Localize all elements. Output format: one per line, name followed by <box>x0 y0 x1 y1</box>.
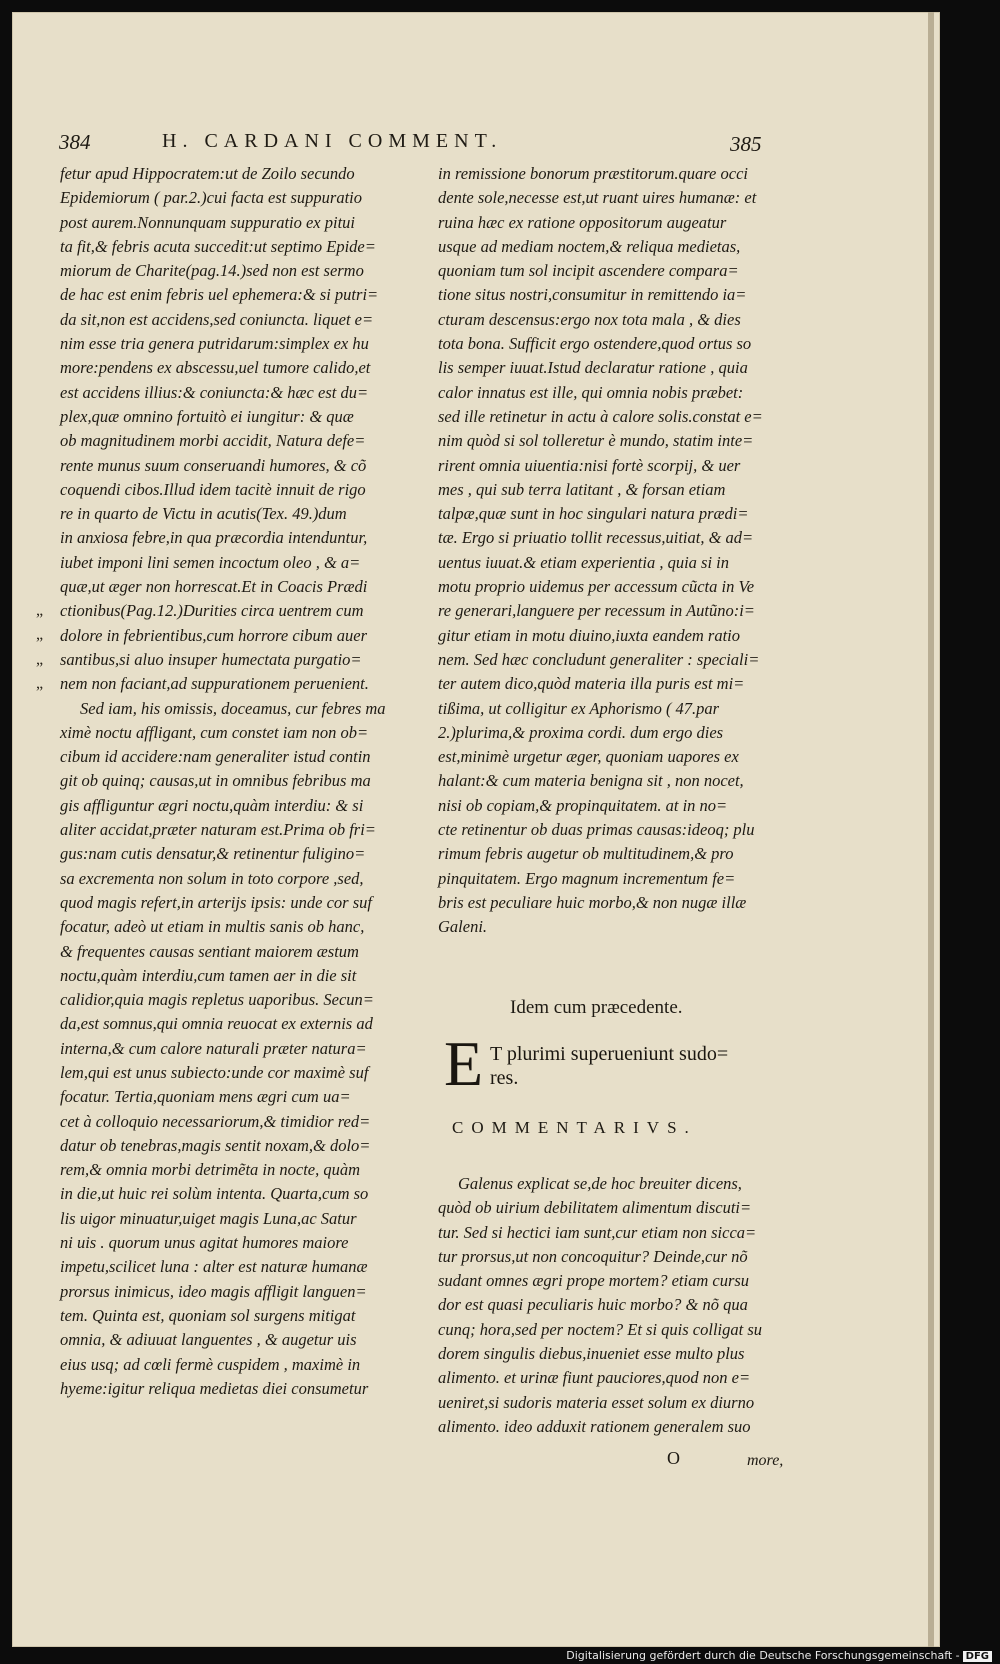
text-line: tur. Sed si hectici iam sunt,cur etiam non sicca= <box>438 1222 757 1242</box>
page-number-right: 385 <box>730 132 762 156</box>
book-page <box>12 12 940 1647</box>
catchword: more, <box>747 1452 784 1469</box>
text-line: fetur apud Hippocratem:ut de Zoilo secundo <box>60 164 355 183</box>
text-line: dor est quasi peculiaris huic morbo? & nõ qua <box>438 1295 748 1315</box>
text-line: ruina hæc ex ratione oppositorum augeatur <box>438 212 727 232</box>
text-line: plex,quæ omnino fortuitò ei iungitur: & quæ <box>60 406 354 426</box>
text-line: quòd ob uirium debilitatem alimentum discuti= <box>438 1198 752 1218</box>
text-line: nem. Sed hæc concludunt generaliter : speciali= <box>438 649 760 669</box>
text-line: rirent omnia uiuentia:nisi fortè scorpij, & uer <box>438 455 741 475</box>
text-line: talpæ,quæ sunt in hoc singulari natura prædi= <box>438 504 749 524</box>
text-line: interna,& cum calore naturali præter natura= <box>60 1038 367 1058</box>
left-text-column <box>60 162 412 1401</box>
text-line: tißima, ut colligitur ex Aphorismo ( 47.par <box>438 698 720 718</box>
text-line: post aurem.Nonnunquam suppuratio ex pitui <box>60 212 356 232</box>
text-line: rimum febris augetur ob multitudinem,& pro <box>438 844 734 864</box>
dfg-logo: DFG <box>963 1651 992 1662</box>
text-line: quoniam tum sol incipit ascendere compara= <box>438 261 739 281</box>
text-line: rente munus suum conseruandi humores, & cõ <box>60 455 367 475</box>
margin-mark: „ <box>36 602 44 619</box>
text-line: eius usq; ad cœli fermè cuspidem , maximè in <box>60 1354 361 1374</box>
text-line: est accidens illius:& coniuncta:& hæc est du= <box>60 382 369 402</box>
text-line: git ob quinq; causas,ut in omnibus febribus ma <box>60 771 371 791</box>
text-line: calor innatus est ille, qui omnia nobis præbet: <box>438 382 744 402</box>
text-line: cturam descensus:ergo nox tota mala , & dies <box>438 309 741 329</box>
text-line: santibus,si aluo insuper humectata purgatio= <box>60 649 362 669</box>
text-line: motu proprio uidemus per accessum cũcta in Ve <box>438 577 755 597</box>
text-line: da sit,non est accidens,sed coniuncta. liquet e= <box>60 309 374 329</box>
footer-credit <box>566 1649 992 1662</box>
text-line: calidior,quia magis repletus uaporibus. Secun= <box>60 990 374 1010</box>
text-line: nim esse tria genera putridarum:simplex ex hu <box>60 334 369 354</box>
text-line: rem,& omnia morbi detrimẽta in nocte, quàm <box>60 1160 361 1180</box>
text-line: dente sole,necesse est,ut ruant uires humanæ: et <box>438 188 757 208</box>
text-line: more:pendens ex abscessu,uel tumore calido,et <box>60 358 371 378</box>
text-line: focatur. Tertia,quoniam mens ægri cum ua= <box>60 1087 351 1107</box>
commentarius-heading: COMMENTARIVS. <box>452 1118 697 1137</box>
text-line: lem,qui est unus subiecto:unde cor maximè suf <box>60 1062 369 1082</box>
text-line: quod magis refert,in arterijs ipsis: unde cor suf <box>60 892 372 912</box>
text-line: halant:& cum materia benigna sit , non nocet, <box>438 771 744 791</box>
text-line: in die,ut huic rei solùm intenta. Quarta,cum so <box>60 1184 369 1204</box>
text-line: cibum id accidere:nam generaliter istud contin <box>60 747 371 767</box>
section-heading: Idem cum præcedente. <box>510 997 683 1018</box>
margin-mark: „ <box>36 626 44 644</box>
text-line: lis semper iuuat.Istud declaratur ratione , quia <box>438 358 748 378</box>
text-line: tione situs nostri,consumitur in remittendo ia= <box>438 285 747 305</box>
commentary-text-column <box>438 1172 798 1439</box>
text-line: de hac est enim febris uel ephemera:& si putri= <box>60 285 379 305</box>
text-line: usque ad mediam noctem,& reliqua medietas, <box>438 236 741 256</box>
text-line: alimento. et urinæ fiunt pauciores,quod non e= <box>438 1368 751 1388</box>
text-line: aliter accidat,præter naturam est.Prima ob fri= <box>60 820 376 840</box>
text-line: prorsus inimicus, ideo magis affligit languen= <box>60 1281 367 1301</box>
text-line: ni uis . quorum unus agitat humores maiore <box>60 1233 349 1253</box>
text-line: nisi ob copiam,& propinquitatem. at in no= <box>438 795 728 815</box>
text-line: Galenus explicat se,de hoc breuiter dicens, <box>458 1174 742 1193</box>
text-line: uentus iuuat.& etiam experientia , quia si in <box>438 552 730 572</box>
text-line: re in quarto de Victu in acutis(Tex. 49.)dum <box>60 504 347 524</box>
text-line: cte retinentur ob duas primas causas:ideoq; plu <box>438 820 755 840</box>
text-line: datur ob tenebras,magis sentit noxam,& dolo= <box>60 1135 371 1155</box>
text-line: nim quòd si sol tolleretur è mundo, statim inte= <box>438 431 754 451</box>
text-line: ximè noctu affligant, cum constet iam non ob= <box>60 722 369 742</box>
text-line: tæ. Ergo si priuatio tollit recessus,uitiat, & ad= <box>438 528 754 548</box>
text-line: miorum de Charite(pag.14.)sed non est sermo <box>60 261 364 281</box>
text-line: ctionibus(Pag.12.)Durities circa uentrem cum <box>60 601 364 621</box>
drop-cap-initial: E <box>444 1028 484 1099</box>
text-line: tur prorsus,ut non concoquitur? Deinde,cur nõ <box>438 1246 748 1266</box>
text-line: dolore in febrientibus,cum horrore cibum auer <box>60 625 368 645</box>
lemma-line: T plurimi superueniunt sudo= <box>490 1043 729 1065</box>
margin-mark: „ <box>36 674 44 692</box>
text-line: coquendi cibos.Illud idem tacitè innuit de rigo <box>60 479 366 499</box>
running-title: H. CARDANI COMMENT. <box>162 130 503 152</box>
text-line: sudant omnes ægri prope mortem? etiam cursu <box>438 1271 750 1291</box>
text-line: gis affliguntur ægri noctu,quàm interdiu: & si <box>60 795 364 815</box>
text-line: mes , qui sub terra latitant , & forsan etiam <box>438 479 726 499</box>
text-line: focatur, adeò ut etiam in multis sanis ob hanc, <box>60 917 365 937</box>
text-line: da,est somnus,qui omnia reuocat ex externis ad <box>60 1014 373 1034</box>
margin-mark: „ <box>36 650 44 668</box>
text-line: in remissione bonorum præstitorum.quare occi <box>438 164 748 183</box>
text-line: cet à colloquio necessariorum,& timidior red= <box>60 1111 371 1131</box>
text-line: sed ille retinetur in actu à calore solis.constat e= <box>438 406 763 426</box>
text-line: bris est peculiare huic morbo,& non nugæ illæ <box>438 892 747 912</box>
text-line: re generari,languere per recessum in Autũno:i= <box>438 601 755 621</box>
lemma-line: res. <box>490 1067 519 1089</box>
text-line: iubet imponi lini semen incoctum oleo , & a= <box>60 552 361 572</box>
footer-text: Digitalisierung gefördert durch die Deutsche Forschungsgemeinschaft - <box>566 1649 960 1662</box>
text-line: tem. Quinta est, quoniam sol surgens mitigat <box>60 1305 356 1325</box>
text-line: dorem singulis diebus,inueniet esse multo plus <box>438 1344 745 1364</box>
margin-quote-marks <box>36 599 43 696</box>
text-line: impetu,scilicet luna : alter est naturæ humanæ <box>60 1257 368 1277</box>
text-line: & frequentes causas sentiant maiorem æstum <box>60 941 359 961</box>
text-line: 2.)plurima,& proxima cordi. dum ergo dies <box>438 722 724 742</box>
page-header <box>12 130 940 164</box>
text-line: omnia, & adiuuat languentes , & augetur uis <box>60 1330 357 1350</box>
text-line: quæ,ut æger non horrescat.Et in Coacis Prædi <box>60 577 368 597</box>
text-line: alimento. ideo adduxit rationem generalem suo <box>438 1416 751 1436</box>
lemma-text <box>490 1042 728 1090</box>
text-line: tota bona. Sufficit ergo ostendere,quod ortus so <box>438 334 752 354</box>
text-line: noctu,quàm interdiu,cum tamen aer in die sit <box>60 965 357 985</box>
text-line: ta fit,& febris acuta succedit:ut septimo Epide= <box>60 236 376 256</box>
text-line: hyeme:igitur reliqua medietas diei consumetur <box>60 1378 369 1398</box>
text-line: nem non faciant,ad suppurationem peruenient. <box>60 674 369 694</box>
text-line: gus:nam cutis densatur,& retinentur fuligino= <box>60 844 366 864</box>
text-line: ueniret,si sudoris materia esset solum ex diurno <box>438 1392 755 1412</box>
right-text-column <box>438 162 798 940</box>
text-line: ter autem dico,quòd materia illa puris est mi= <box>438 674 745 694</box>
text-line: Sed iam, his omissis, doceamus, cur febres ma <box>80 698 386 718</box>
text-line: lis uigor minuatur,uiget magis Luna,ac Satur <box>60 1208 357 1228</box>
text-line: Galeni. <box>438 917 488 937</box>
page-number-left: 384 <box>59 130 91 154</box>
text-line: pinquitatem. Ergo magnum incrementum fe= <box>438 868 736 888</box>
text-line: gitur etiam in motu diuino,iuxta eandem ratio <box>438 625 741 645</box>
text-line: ob magnitudinem morbi accidit, Natura defe= <box>60 431 366 451</box>
signature-mark: O <box>667 1448 680 1468</box>
text-line: sa excrementa non solum in toto corpore ,sed, <box>60 868 364 888</box>
text-line: est,minimè urgetur æger, quoniam uapores ex <box>438 747 739 767</box>
text-line: Epidemiorum ( par.2.)cui facta est suppuratio <box>60 188 363 208</box>
text-line: in anxiosa febre,in qua præcordia intenduntur, <box>60 528 368 548</box>
page-edge <box>928 12 934 1647</box>
text-line: cunq; hora,sed per noctem? Et si quis colligat su <box>438 1319 763 1339</box>
